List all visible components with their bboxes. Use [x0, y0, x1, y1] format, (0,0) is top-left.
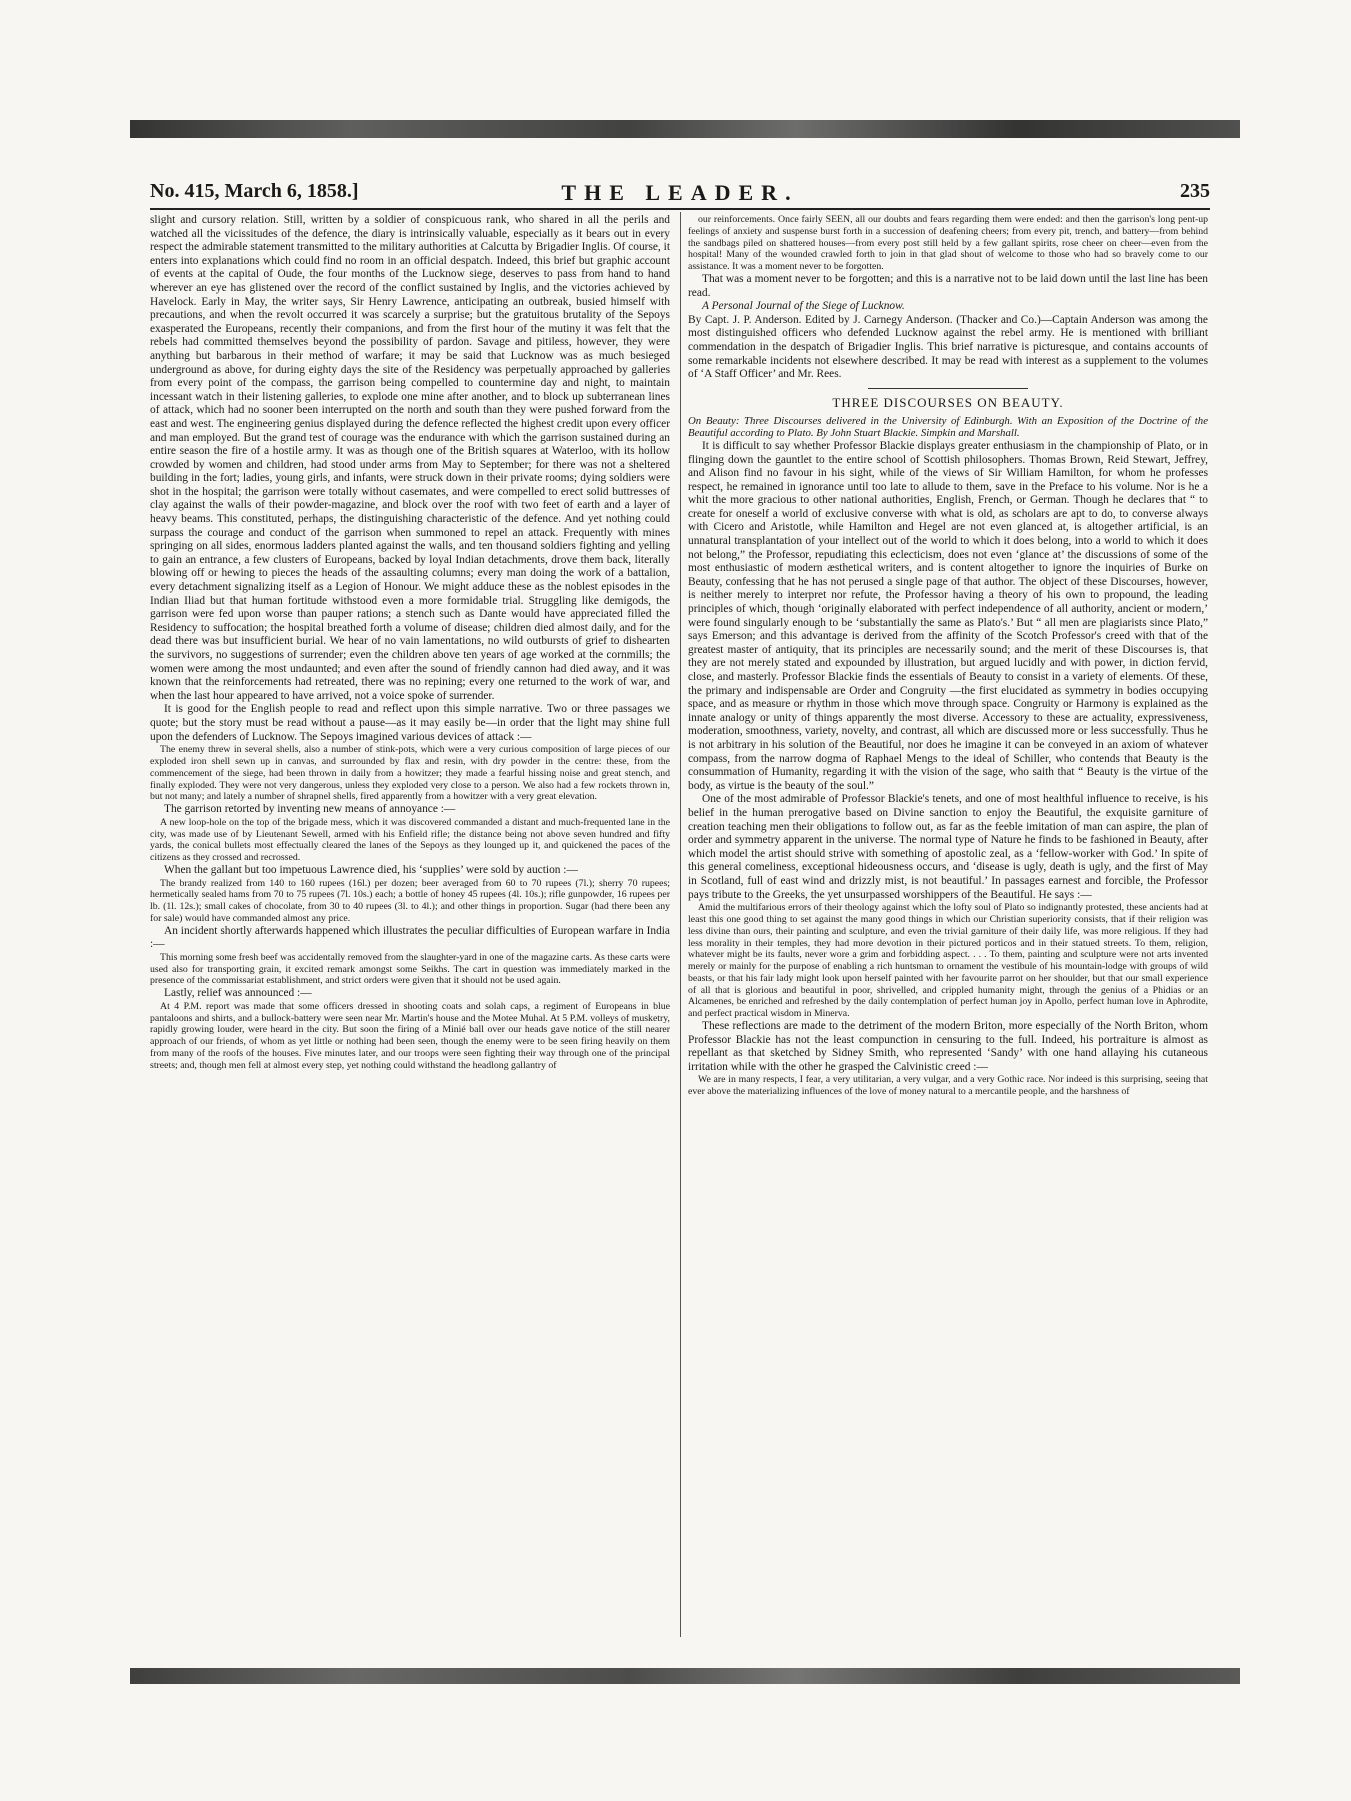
paragraph: It is difficult to say whether Professor Blackie displays greater enthusiasm in the championship of Plato, or in flinging down the gauntlet to the entire school of Scottish philosophers. Thomas Brown, Reid Stewart, Jeffrey, and Alison find no favour in his sight, while of the views of Sir William Hamilton, for whom he professes respect, he remained in ignorance until too late to allude to them, save in the Preface to his volume. Nor is he a whit the more gracious to other national authorities, English, French, or German. Though he declares that “ to create for oneself a world of exclusive converse with what is old, as scholars are apt to do, to converse always with Cicero and Aristotle, while Hamilton and Hegel are not even glanced at, is altogether artificial, is an unnatural transplantation of your intellect out of the world to which it does belong, into a world to which it does not belong,” the Professor, repudiating this eclecticism, does not even ‘glance at’ the discussions of some of the most enthusiastic of modern æsthetical writers, and is content altogether to ignore the inquiries of Burke on Beauty, confessing that he has not perused a single page of that author. The object of these Discourses, however, is neither merely to interpret nor refute, the Professor having a theory of his own to propound, the leading principles of which, though ‘originally elaborated with perfect independence of all authority, ancient or modern,’ were found singularly enough to be ‘substantially the same as Plato's.’ But “ all men are plagiarists since Plato,” says Emerson; and this advantage is derived from the affinity of the Scotch Professor's creed with that of the greatest master of antiquity, that its principles are necessarily sound; and the merit of these Discourses is, that they are not merely stated and expounded by illustration, but argued lucidly and with power, in diction fervid, close, and masterly. Professor Blackie finds the essentials of Beauty to consist in a variety of elements. Of these, the primary and indispensable are Order and Congruity —the first elucidated as symmetry in bodies occupying space, and as measure or rhythm in those which move through space. Congruity or Harmony is explained as the innate analogy or unity of things apparently the most diverse. Accessory to these are actuality, expressiveness, moderation, smoothness, variety, novelty, and contrast, all which are discussed more or less successfully. Thus he is not arbitrary in his solution of the Beautiful, nor does he imagine it can be conveyed in an axiom of whatever compass, from the narrow dogma of Raphael Mengs to the ideal of Schiller, who contends that Beauty is the consummation of Humanity, regarding it with the vision of the sage, who saith that “ Beauty is the virtue of the body, as virtue is the beauty of the soul.”	[688, 439, 1208, 792]
paragraph: One of the most admirable of Professor Blackie's tenets, and one of most healthful influence to receive, is his belief in the human prerogative based on Divine sanction to enjoy the Beautiful, the exquisite garniture of creation teaching men their obligations to follow out, as far as the feeble imitation of man can aspire, the plan of order and symmetry apparent in the universe. The normal type of Nature he finds to be fashioned in Beauty, after which model the artist should strive with something of apostolic zeal, as a ‘fellow-worker with God.’ In spite of this general comeliness, exceptional hideousness occurs, and ‘disease is ugly, death is ugly, and the first of May in Scotland, full of east wind and drizzly mist, is not beautiful.’ In passages earnest and forcible, the Professor pays tribute to the Greeks, the yet unsurpassed worshippers of the Beautiful. He says :—	[688, 793, 1208, 901]
quoted-extract: Amid the multifarious errors of their theology against which the lofty soul of Plato so indignantly protested, these ancients had at least this one good thing to set against the many good things in which our Christian superiority consists, that if their religion was less divine than ours, their painting and sculpture, and even the trivial garniture of their daily life, was more religious. If they had less morality in their temples, they had more devotion in their pictured porticos and in their statued streets. To them, religion, whatever might be its faults, never wore a grim and forbidding aspect. . . . To them, painting and sculpture were not arts invented merely or mainly for the purpose of enabling a rich huntsman to ornament the vestibule of his mountain-lodge with groups of wild beasts, or that his fair lady might look upon herself painted with her favourite parrot on her shoulder, but that our small experience of all that is glorious and beautiful in poor, shrivelled, and crippled humanity might, through the genius of a Phidias or an Alcamenes, be enriched and refreshed by the daily contemplation of perfect human joy in Apollo, perfect human love in Aphrodite, and perfect practical wisdom in Minerva.	[688, 902, 1208, 1020]
right-column	[688, 214, 1208, 1634]
paper-name: THE LEADER.	[561, 180, 799, 205]
header-rule	[150, 208, 1210, 210]
running-head	[150, 180, 1210, 210]
quoted-extract: We are in many respects, I fear, a very utilitarian, a very vulgar, and a very Gothic race. Nor indeed is this surprising, seeing that ever above the materializing influences of the love of money natural to a mercantile people, and the harshness of	[688, 1074, 1208, 1098]
left-column	[150, 214, 670, 1634]
quoted-extract: This morning some fresh beef was accidentally removed from the slaughter-yard in one of the magazine carts. As these carts were used also for transporting grain, it excited remark amongst some Seikhs. The cart in question was immediately marked in the presence of the commissariat establishment, and strict orders were given that it should not be used again.	[150, 951, 670, 987]
paragraph: By Capt. J. P. Anderson. Edited by J. Carnegy Anderson. (Thacker and Co.)—Captain Anderson was among the most distinguished officers who defended Lucknow against the rebel army. He is mentioned with brilliant commendation in the despatch of Brigadier Inglis. This brief narrative is picturesque, and contains accounts of some remarkable incidents not elsewhere described. It may be read with interest as a supplement to the volumes of ‘A Staff Officer’ and Mr. Rees.	[688, 313, 1208, 381]
paragraph: These reflections are made to the detriment of the modern Briton, more especially of the North Briton, whom Professor Blackie has not the least compunction in censuring to the full. Indeed, his portraiture is almost as repellant as that sketched by Sidney Smith, who represented ‘Sandy’ with one hand allaying his cutaneous irritation while with the other he grasped the Calvinistic creed :—	[688, 1020, 1208, 1073]
paragraph: When the gallant but too impetuous Lawrence died, his ‘supplies’ were sold by auction :—	[164, 863, 578, 876]
review-title: A Personal Journal of the Siege of Lucknow.	[702, 300, 905, 313]
quoted-extract: The enemy threw in several shells, also a number of stink-pots, which were a very curious composition of large pieces of our exploded iron shell sewn up in canvas, and surrounded by flax and resin, with dry powder in the centre: these, from the commencement of the siege, had been thrown in daily from a howitzer; they made a fearful hissing noise and great stench, and finally exploded. They were not very dangerous, unless they exploded very close to a person. We also had a few rockets thrown in, but not many; and lately a number of shrapnel shells, fired apparently from a howitzer with a very great elevation.	[150, 744, 670, 803]
section-rule	[868, 388, 1028, 389]
article-heading: THREE DISCOURSES ON BEAUTY.	[832, 394, 1064, 410]
scan-edge-bottom	[130, 1668, 1240, 1684]
paragraph: It is good for the English people to read and reflect upon this simple narrative. Two or three passages we quote; but the story must be read without a pause—as it may easily be—in order that the light may shine full upon the defenders of Lucknow. The Sepoys imagined various devices of attack :—	[150, 703, 670, 743]
quoted-extract: A new loop-hole on the top of the brigade mess, which it was discovered commanded a distant and much-frequented lane in the city, was made use of by Lieutenant Sewell, armed with his Enfield rifle; the distance being not above seven hundred and fifty yards, the conical bullets most effectually cleared the lanes of the Sepoys as they lounged up it, and quickened the paces of the citizens as they crossed and recrossed.	[150, 816, 670, 864]
paragraph: The garrison retorted by inventing new means of annoyance :—	[164, 803, 456, 816]
quoted-extract: At 4 P.M. report was made that some officers dressed in shooting coats and solah caps, a regiment of Europeans in blue pantaloons and shirts, and a bullock-battery were seen near Mr. Martin's house and the Motee Muhal. At 5 P.M. volleys of musketry, rapidly growing louder, were heard in the city. But soon the firing of a Minié ball over our heads gave notice of the still nearer approach of our friends, of whom as yet little or nothing had been seen, though the enemy were to be seen firing heavily on them from many of the roofs of the houses. Five minutes later, and our troops were seen fighting their way through one of the principal streets; and, though men fell at almost every step, yet nothing could withstand the headlong gallantry of	[150, 1000, 670, 1071]
quoted-extract: our reinforcements. Once fairly SEEN, all our doubts and fears regarding them were ended: and then the garrison's long pent-up feelings of anxiety and suspense burst forth in a succession of deafening cheers; from every pit, trench, and battery—from behind the sandbags piled on shattered houses—from every post still held by a few gallant spirits, rose cheer on cheer—even from the hospital! Many of the wounded crawled forth to join in that glad shout of welcome to those who had so bravely come to our assistance. It was a moment never to be forgotten.	[688, 214, 1208, 273]
page-number: 235	[1180, 180, 1210, 202]
paragraph: slight and cursory relation. Still, written by a soldier of conspicuous rank, who shared in all the perils and watched all the vicissitudes of the defence, the diary is intrinsically valuable, especially as it bears out in every respect the admirable statement transmitted to the military authorities at Calcutta by Brigadier Inglis. Of course, it enters into explanations which could find no room in an official despatch. Indeed, this brief but graphic account of events at the capital of Oude, the four months of the Lucknow siege, deserves to pass from hand to hand wherever an eye has glistened over the record of the conflict sustained by Inglis, and the victories achieved by Havelock. Early in May, the writer says, Sir Henry Lawrence, anticipating an outbreak, busied himself with precautions, and when the revolt occurred it was scarcely a surprise; but the gratuitous brutality of the Sepoys exasperated the Europeans, recently their companions, and from the first hour of the mutiny it was felt that the rebels had committed themselves beyond the possibility of pardon. Savage and pitiless, however, they were anything but barbarous in their method of warfare; it may be said that Lucknow was as much besieged underground as above, for during eighty days the site of the Residency was perpetually approached by galleries from every point of the compass, the garrison being compelled to countermine day and night, to maintain incessant watch in their listening galleries, to explode one mine after another, and to block up subterranean lines of attack, which had no sooner been interrupted on the north and south than they were pushed forward from the east and west. The engineering genius displayed during the defence reflected the highest credit upon every officer and man employed. But the grand test of courage was the endurance with which the garrison sustained during an entire season the fire of a hostile army. It was as though one of the British squares at Waterloo, with its hollow crowded by women and children, had stood under arms from May to September; for there was not a sheltered building in the fort; ladies, young girls, and infants, were struck down in their private rooms; dying soldiers were shot in the hospital; the garrison were totally without casemates, and were compelled to erect solid buttresses of clay against the walls of their powder-magazine, and block over the roof with two feet of earth and a layer of heavy beams. This constituted, perhaps, the distinguishing characteristic of the defence. And yet nothing could surpass the courage and conduct of the garrison when summoned to repel an attack. Frequently with mines springing on all sides, enormous ladders planted against the walls, and ten thousand soldiers fighting and yelling to gain an entrance, a few clusters of Europeans, backed by loyal Indian detachments, drove them back, literally blowing off or hewing to pieces the heads of the assaulting columns; every man doing the work of a battalion, every detachment signalizing itself as a Legion of Honour. We might adduce these as the noblest episodes in the Indian Iliad but that human fortitude withstood even a more formidable trial. Struggling like demigods, the garrison were fed upon worse than pauper rations; a stench such as Dante would have appreciated filled the Residency to suffocation; the hospital breathed forth a volume of disease; children died almost daily, and for the dead there was but insufficient burial. We hear of no vain lamentations, no wild outbursts of grief to dishearten the survivors, no suggestions of surrender; even the children above ten years of age worked at the cornmills; the women were among the most undaunted; and even after the sound of friendly cannon had died away, and it was known that the reinforcements had retreated, there was no repining; every one returned to the work of war, and when the last hour appeared to have arrived, not a voice spoke of surrender.	[150, 214, 670, 702]
scan-edge-top	[130, 120, 1240, 138]
paragraph: That was a moment never to be forgotten; and this is a narrative not to be laid down until the last line has been read.	[688, 272, 1208, 299]
quoted-extract: The brandy realized from 140 to 160 rupees (16l.) per dozen; beer averaged from 60 to 70 rupees (7l.); sherry 70 rupees; hermetically sealed hams from 70 to 75 rupees (7l. 10s.) each; a bottle of honey 45 rupees (4l. 10s.); rifle gunpowder, 16 rupees per lb. (1l. 12s.); small cakes of chocolate, from 30 to 40 rupees (3l. to 4l.); and other things in proportion. Sugar (had there been any for sale) would have commanded almost any price.	[150, 877, 670, 924]
issue-date: No. 415, March 6, 1858.]	[150, 180, 359, 202]
paragraph: Lastly, relief was announced :—	[164, 987, 312, 1000]
column-divider	[680, 212, 681, 1637]
article-byline: On Beauty: Three Discourses delivered in the University of Edinburgh. With an Exposition of the Doctrine of the Beautiful according to Plato. By John Stuart Blackie. Simpkin and Marshall.	[688, 414, 1208, 440]
paragraph: An incident shortly afterwards happened which illustrates the peculiar difficulties of European warfare in India :—	[150, 924, 670, 951]
